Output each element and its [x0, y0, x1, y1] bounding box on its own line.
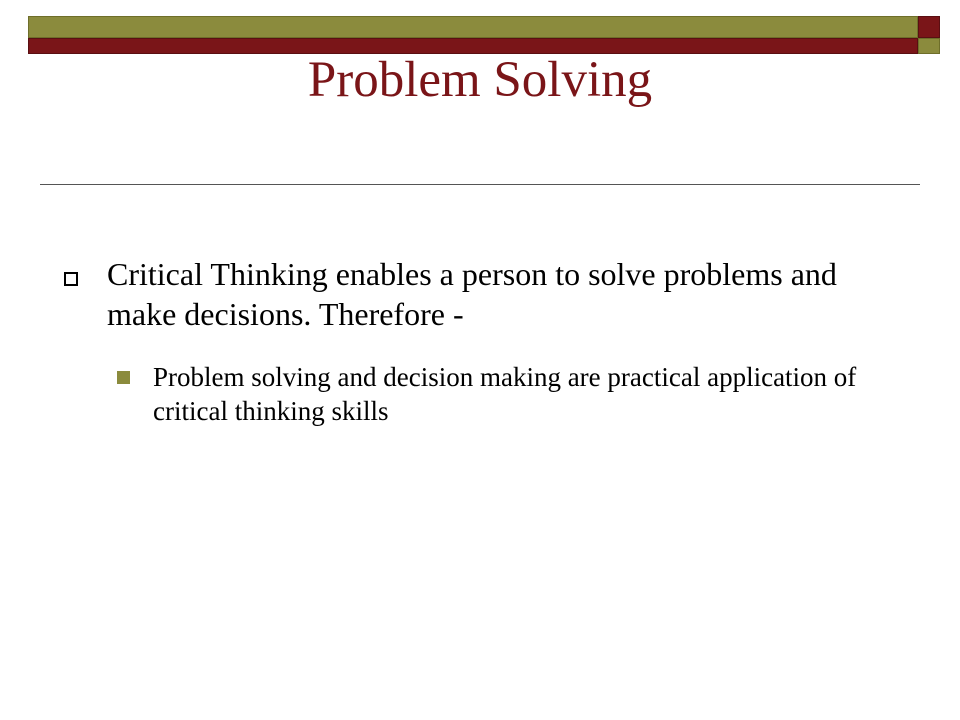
- decor-bar-olive: [28, 16, 918, 38]
- sub-bullet-text: Problem solving and decision making are practical application of critical thinking skills: [153, 362, 857, 426]
- filled-square-bullet-icon: [117, 371, 130, 384]
- slide-title: Problem Solving: [307, 52, 653, 108]
- title-divider: [40, 184, 920, 185]
- hollow-square-bullet-icon: [64, 272, 78, 286]
- decor-square-maroon: [918, 16, 940, 38]
- bullet-text: Critical Thinking enables a person to solve problems and make decisions. Therefore -: [107, 256, 837, 332]
